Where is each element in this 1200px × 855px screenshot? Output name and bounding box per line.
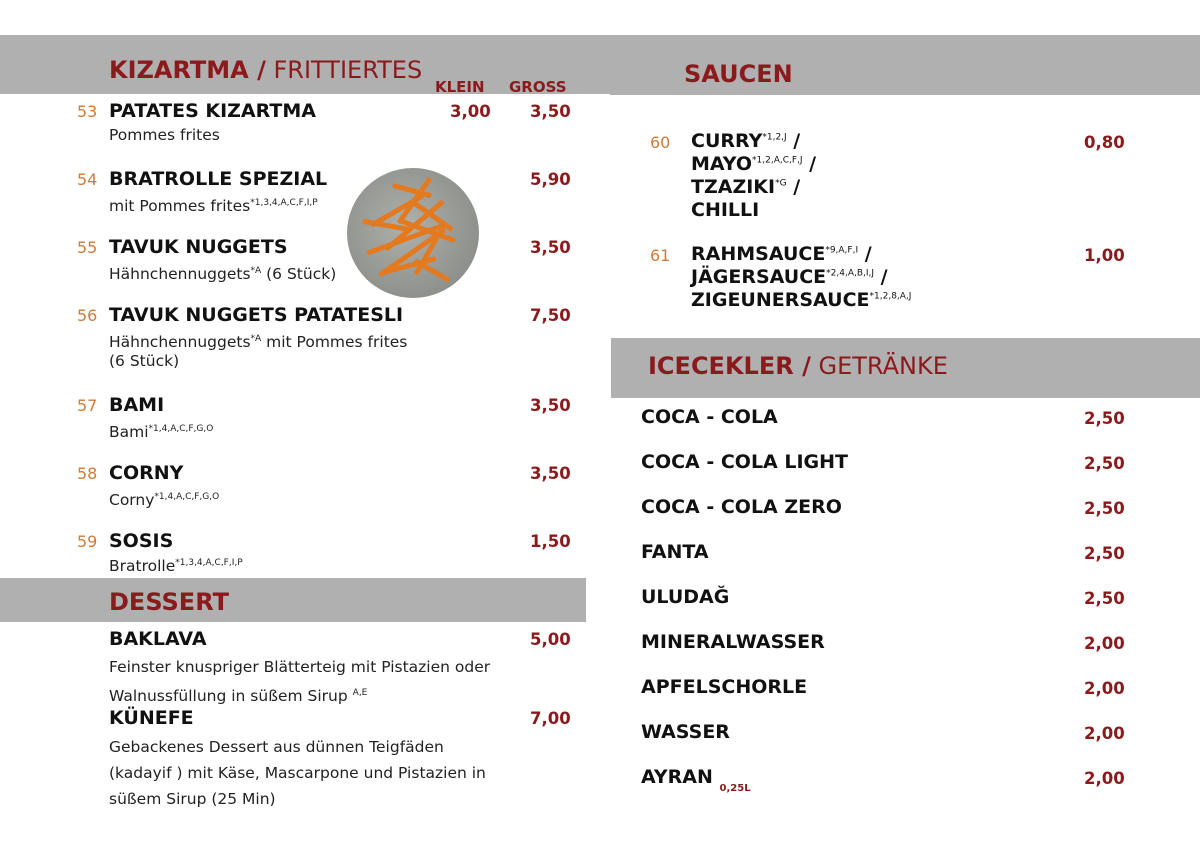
dessert-price: 5,00	[530, 630, 571, 649]
sauce-name-text: JÄGERSAUCE	[691, 266, 827, 288]
dessert-name: KÜNEFE	[109, 707, 194, 729]
item-price-large: 1,50	[530, 532, 571, 551]
drink-size: 0,25L	[719, 783, 751, 794]
allergen-codes: *1,4,A,C,F,G,O	[154, 492, 220, 502]
item-description-text: Hähnchennuggets	[109, 333, 251, 352]
item-price-small: 3,00	[450, 102, 491, 121]
item-description-suffix: (6 Stück)	[261, 265, 337, 284]
item-price-large: 7,50	[530, 306, 571, 325]
allergen-codes: *1,3,4,A,C,F,I,P	[250, 198, 318, 208]
section-title-dessert-text: DESSERT	[109, 588, 229, 616]
section-title-saucen	[684, 60, 793, 88]
item-description-text: Bami	[109, 423, 149, 442]
item-price-large: 3,50	[530, 396, 571, 415]
allergen-codes: *2,4,A,B,I,J	[826, 268, 875, 279]
dessert-name: BAKLAVA	[109, 628, 207, 650]
sauce-name	[691, 130, 800, 152]
drink-name: COCA - COLA	[641, 406, 778, 428]
item-description	[109, 552, 243, 578]
allergen-codes: *1,2,8,A,J	[869, 291, 912, 302]
item-description-text: mit Pommes frites	[109, 197, 251, 216]
drink-name-text: AYRAN	[641, 766, 713, 788]
item-price-large: 5,90	[530, 170, 571, 189]
allergen-codes: *1,3,4,A,C,F,I,P	[175, 558, 243, 568]
section-title-saucen-text: SAUCEN	[684, 60, 793, 88]
drink-price: 2,50	[1084, 409, 1125, 428]
drink-name: COCA - COLA LIGHT	[641, 451, 849, 473]
drink-price: 2,50	[1084, 544, 1125, 563]
drink-price: 2,00	[1084, 679, 1125, 698]
drink-name: WASSER	[641, 721, 730, 743]
sauce-name-text: CURRY	[691, 130, 763, 152]
sauce-separator: /	[858, 243, 872, 265]
sauce-name-text: RAHMSAUCE	[691, 243, 826, 265]
item-description-text: Hähnchennuggets	[109, 265, 251, 284]
item-description	[109, 418, 213, 444]
section-title-drinks-light: GETRÄNKE	[818, 352, 948, 380]
column-header-small: KLEIN	[435, 78, 485, 96]
drink-price: 2,00	[1084, 769, 1125, 788]
item-description-suffix: mit Pommes frites	[261, 333, 408, 352]
item-number: 56	[77, 306, 98, 325]
item-price-large: 3,50	[530, 102, 571, 121]
sauce-separator: /	[786, 176, 801, 198]
allergen-codes: *1,4,A,C,F,G,O	[148, 424, 214, 434]
dessert-description-line: Gebackenes Dessert aus dünnen Teigfäden	[109, 738, 444, 756]
sauce-price: 1,00	[1084, 246, 1125, 265]
item-name: SOSIS	[109, 530, 174, 552]
item-name: TAVUK NUGGETS	[109, 236, 288, 258]
drink-name	[641, 766, 751, 794]
item-description	[109, 260, 336, 286]
sauce-name	[691, 176, 800, 198]
allergen-codes: *1,2,J	[762, 132, 787, 143]
item-number: 55	[77, 238, 98, 257]
section-title-fried	[109, 56, 422, 84]
sauce-price: 0,80	[1084, 133, 1125, 152]
drink-price: 2,50	[1084, 454, 1125, 473]
section-title-fried-light: FRITTIERTES	[273, 56, 423, 84]
item-name: TAVUK NUGGETS PATATESLI	[109, 304, 404, 326]
item-number: 53	[77, 102, 98, 121]
sauce-name-text: ZIGEUNERSAUCE	[691, 289, 870, 311]
allergen-codes: *G	[775, 178, 787, 189]
item-name: CORNY	[109, 462, 184, 484]
item-name: BAMI	[109, 394, 165, 416]
section-title-drinks-strong: ICECEKLER /	[648, 352, 811, 380]
item-price-large: 3,50	[530, 238, 571, 257]
drink-price: 2,50	[1084, 589, 1125, 608]
sauce-name-text: CHILLI	[691, 199, 760, 221]
item-description-text: Corny	[109, 491, 155, 510]
item-number: 54	[77, 170, 98, 189]
item-description: Pommes frites	[109, 126, 220, 144]
item-number: 57	[77, 396, 98, 415]
drink-name: APFELSCHORLE	[641, 676, 808, 698]
sauce-name-text: TZAZIKI	[691, 176, 776, 198]
sauce-name	[691, 153, 816, 175]
sauce-name	[691, 289, 911, 311]
column-header-large: GROSS	[509, 78, 567, 96]
allergen-codes: *1,2,A,C,F,J	[752, 155, 803, 166]
allergen-codes: *A	[250, 266, 262, 276]
allergen-codes: *A	[250, 334, 262, 344]
item-number: 61	[650, 246, 671, 265]
sauce-name-text: MAYO	[691, 153, 753, 175]
sauce-name	[691, 266, 888, 288]
dessert-price: 7,00	[530, 709, 571, 728]
sauce-separator: /	[802, 153, 817, 175]
header-band-dessert	[0, 578, 586, 622]
section-title-drinks	[648, 352, 948, 380]
item-name: BRATROLLE SPEZIAL	[109, 168, 328, 190]
item-description	[109, 486, 219, 512]
dessert-description-line: süßem Sirup (25 Min)	[109, 790, 276, 808]
drink-price: 2,00	[1084, 634, 1125, 653]
drink-name: FANTA	[641, 541, 709, 563]
section-title-fried-strong: KIZARTMA /	[109, 56, 266, 84]
dessert-description-line: Feinster knuspriger Blätterteig mit Pistazien oder	[109, 658, 491, 676]
allergen-codes: A,E	[352, 688, 368, 698]
item-description	[109, 192, 318, 218]
dessert-description-line: (kadayif ) mit Käse, Mascarpone und Pistazien in	[109, 764, 486, 782]
allergen-codes: *9,A,F,I	[825, 245, 859, 256]
drink-price: 2,00	[1084, 724, 1125, 743]
item-name: PATATES KIZARTMA	[109, 100, 316, 122]
item-description-line2: (6 Stück)	[109, 352, 180, 370]
section-title-dessert	[109, 588, 229, 616]
item-number: 59	[77, 532, 98, 551]
fries-bowl-image	[347, 168, 479, 298]
drink-name: MINERALWASSER	[641, 631, 825, 653]
item-price-large: 3,50	[530, 464, 571, 483]
item-number: 60	[650, 133, 671, 152]
drink-name: COCA - COLA ZERO	[641, 496, 842, 518]
drink-price: 2,50	[1084, 499, 1125, 518]
dessert-description-line	[109, 682, 367, 708]
item-description-text: Bratrolle	[109, 557, 176, 576]
dessert-description-text: Walnussfüllung in süßem Sirup	[109, 687, 348, 706]
sauce-separator: /	[874, 266, 888, 288]
sauce-name	[691, 243, 872, 265]
sauce-name	[691, 199, 759, 221]
sauce-separator: /	[786, 130, 801, 152]
drink-name: ULUDAĞ	[641, 586, 730, 608]
item-number: 58	[77, 464, 98, 483]
